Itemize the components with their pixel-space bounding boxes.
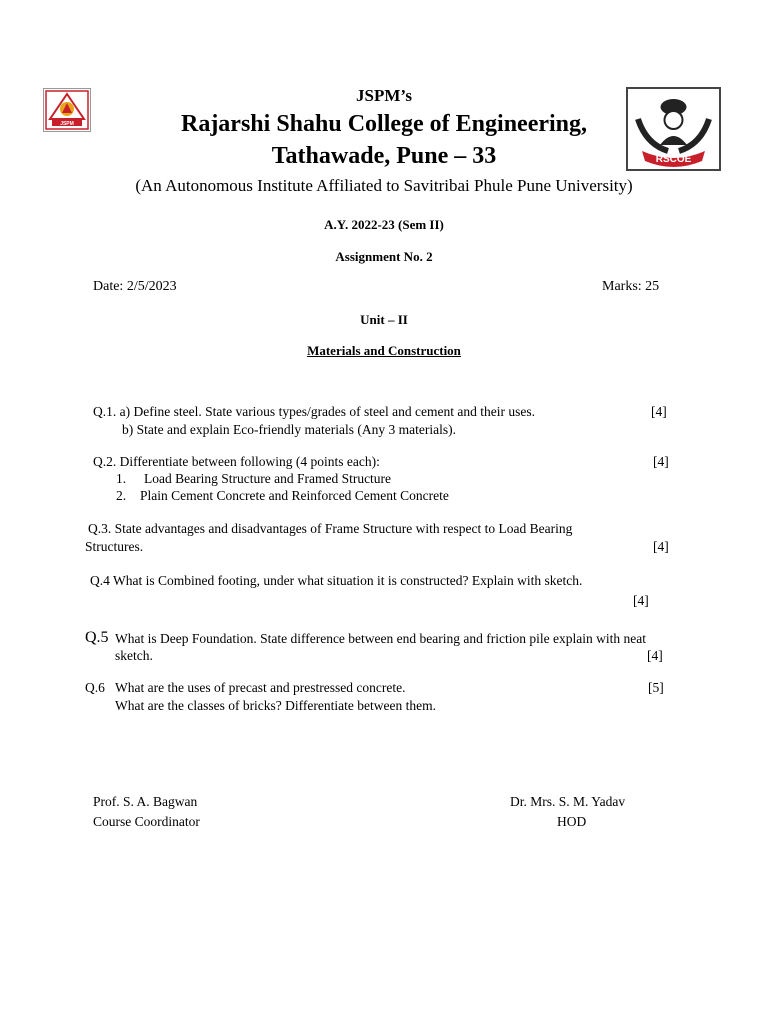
question-1a: Q.1. a) Define steel. State various types/grades of steel and cement and their uses. <box>93 404 535 419</box>
question-6-line1: What are the uses of precast and prestressed concrete. <box>115 680 406 695</box>
coordinator-name: Prof. S. A. Bagwan <box>93 794 198 809</box>
topic-heading: Materials and Construction <box>307 343 461 358</box>
academic-year: A.Y. 2022-23 (Sem II) <box>324 217 444 232</box>
question-2: Q.2. Differentiate between following (4 points each): <box>93 454 380 469</box>
question-4-marks: [4] <box>633 593 649 608</box>
hod-name: Dr. Mrs. S. M. Yadav <box>510 794 626 809</box>
college-name-line2: Tathawade, Pune – 33 <box>271 143 497 169</box>
question-1b: b) State and explain Eco-friendly materials (Any 3 materials). <box>122 422 457 437</box>
question-6-line2: What are the classes of bricks? Differentiate between them. <box>115 698 436 713</box>
question-6-marks: [5] <box>648 680 664 695</box>
question-3-line1: Q.3. State advantages and disadvantages of Frame Structure with respect to Load Bearing <box>88 521 573 536</box>
question-2-item2: Plain Cement Concrete and Reinforced Cement Concrete <box>140 488 449 503</box>
question-2-marks: [4] <box>653 454 669 469</box>
question-2-item2-number: 2. <box>116 488 127 503</box>
jspm-logo-text: JSPM <box>60 121 74 128</box>
assignment-number: Assignment No. 2 <box>335 249 433 264</box>
question-4: Q.4 What is Combined footing, under what situation it is constructed? Explain with sketch. <box>90 573 583 588</box>
hod-role: HOD <box>557 814 587 829</box>
rscoe-logo-text: RSCOE <box>655 154 692 165</box>
question-1-marks: [4] <box>651 404 667 419</box>
org-short-name: JSPM’s <box>355 86 413 105</box>
question-2-item1: Load Bearing Structure and Framed Structure <box>144 471 392 486</box>
question-3-line2: Structures. <box>85 539 144 554</box>
question-2-item1-number: 1. <box>116 471 127 486</box>
college-name-line1: Rajarshi Shahu College of Engineering, <box>180 111 588 137</box>
question-5-label: Q.5 <box>85 629 109 646</box>
question-6-label: Q.6 <box>85 680 105 695</box>
question-5-line2: sketch. <box>115 648 153 663</box>
marks-label: Marks: 25 <box>602 279 660 294</box>
unit-heading: Unit – II <box>360 312 408 327</box>
question-5-marks: [4] <box>647 648 663 663</box>
question-5-line1: What is Deep Foundation. State difference between end bearing and friction pile explain with neat <box>115 631 646 646</box>
question-3-marks: [4] <box>653 539 669 554</box>
date-label: Date: 2/5/2023 <box>93 279 177 294</box>
coordinator-role: Course Coordinator <box>93 814 200 829</box>
affiliation-text: (An Autonomous Institute Affiliated to Savitribai Phule Pune University) <box>135 176 633 195</box>
